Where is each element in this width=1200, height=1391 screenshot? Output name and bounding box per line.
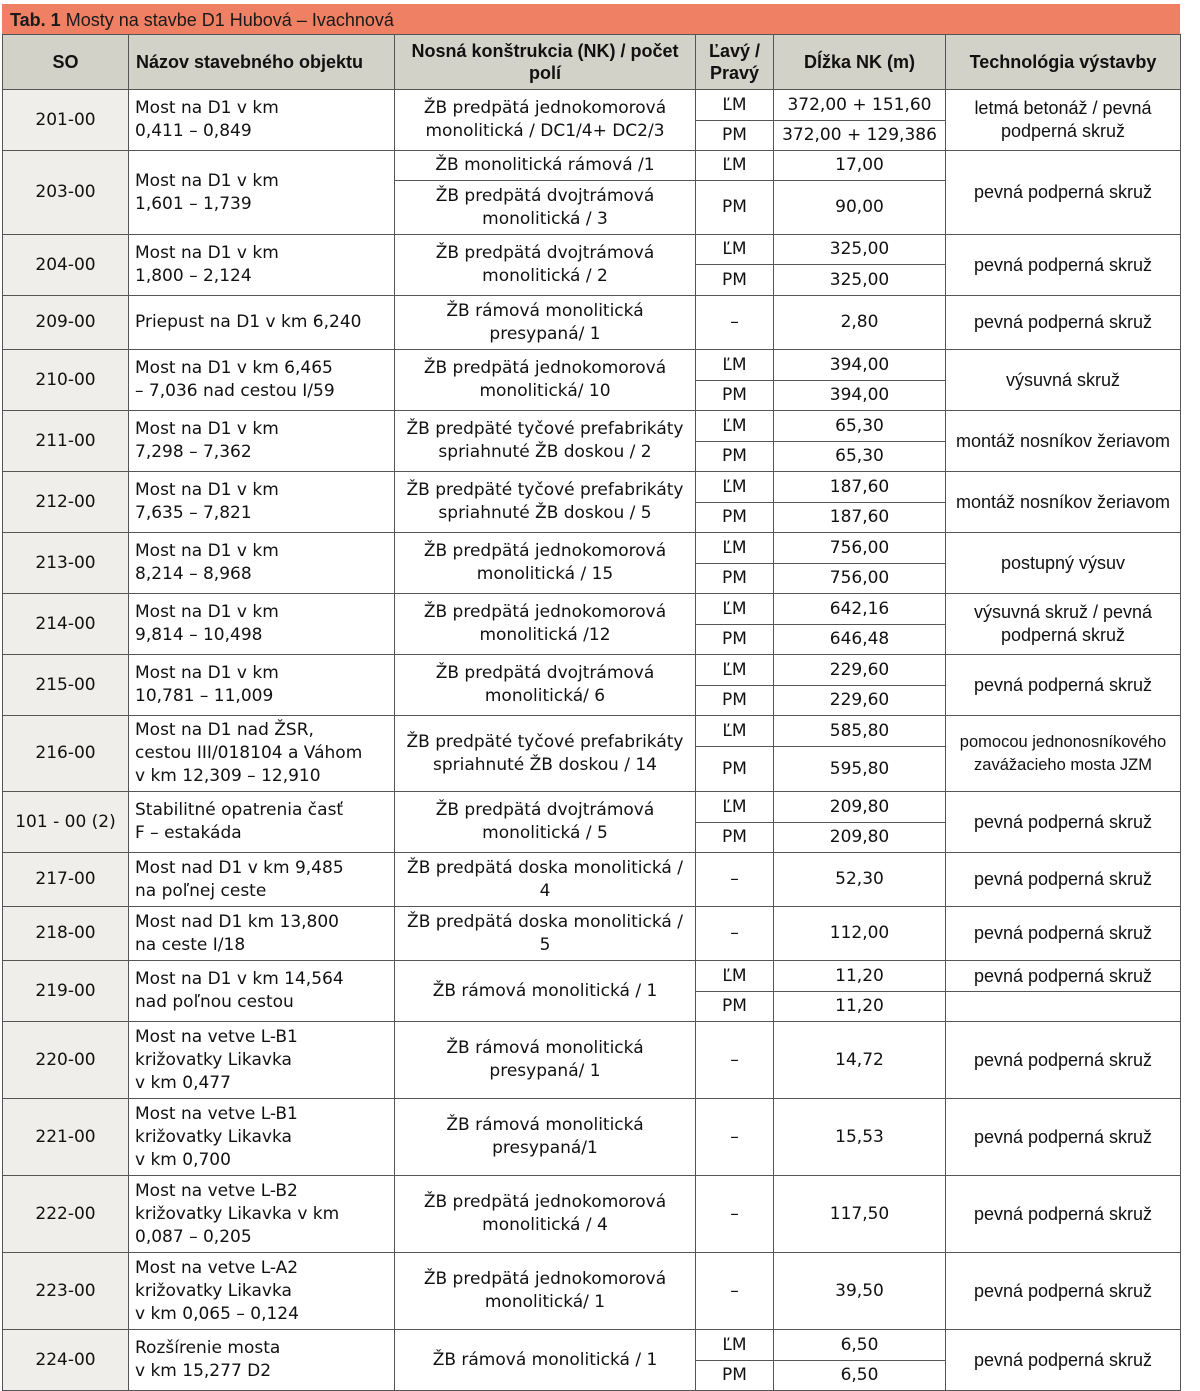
- side-cell: –: [696, 1022, 774, 1099]
- so-cell: 214-00: [3, 594, 129, 655]
- name-line: Most na D1 nad ŽSR,: [135, 720, 314, 740]
- name-line: Most na vetve L-A2: [135, 1257, 299, 1278]
- length-cell: 187,60: [774, 472, 946, 503]
- table-row: [3, 907, 1181, 961]
- table-row: [3, 792, 1181, 823]
- name-cell: [129, 792, 395, 853]
- structure-cell: ŽB predpäté tyčové prefabrikáty spriahnuté ŽB doskou / 5: [395, 472, 696, 533]
- length-cell: 646,48: [774, 625, 946, 655]
- name-cell: [129, 1253, 395, 1330]
- table-label: Tab. 1: [10, 10, 61, 30]
- technology-cell: montáž nosníkov žeriavom: [946, 472, 1181, 533]
- structure-cell: ŽB predpätá dvojtrámová monolitická / 3: [395, 181, 696, 235]
- technology-cell: pevná podperná skruž: [946, 792, 1181, 853]
- name-cell: [129, 594, 395, 655]
- length-cell: 325,00: [774, 235, 946, 265]
- name-line: 1,601 – 1,739: [135, 193, 252, 214]
- table-row: [3, 350, 1181, 381]
- technology-cell: postupný výsuv: [946, 533, 1181, 594]
- length-cell: 209,80: [774, 823, 946, 853]
- structure-cell: ŽB rámová monolitická / 1: [395, 1330, 696, 1391]
- side-cell: ĽM: [696, 411, 774, 442]
- structure-cell: ŽB monolitická rámová /1: [395, 151, 696, 181]
- structure-cell: ŽB rámová monolitická presypaná/1: [395, 1099, 696, 1176]
- so-cell: 218-00: [3, 907, 129, 961]
- table-row: [3, 90, 1181, 121]
- table-row: [3, 472, 1181, 503]
- name-cell: [129, 296, 395, 350]
- so-cell: 215-00: [3, 655, 129, 716]
- technology-cell: pevná podperná skruž: [946, 296, 1181, 350]
- name-line: v km 0,065 – 0,124: [135, 1303, 299, 1324]
- name-line: v km 15,277 D2: [135, 1361, 272, 1381]
- name-line: 10,781 – 11,009: [135, 686, 274, 706]
- side-cell: ĽM: [696, 472, 774, 503]
- name-line: Most nad D1 km 13,800: [135, 911, 339, 932]
- side-cell: ĽM: [696, 594, 774, 625]
- side-cell: –: [696, 296, 774, 350]
- side-cell: ĽM: [696, 655, 774, 686]
- structure-cell: ŽB predpätá jednokomorová monolitická / DC1/4+ DC2/3: [395, 90, 696, 151]
- name-line: 0,411 – 0,849: [135, 121, 252, 141]
- so-cell: 209-00: [3, 296, 129, 350]
- name-line: križovatky Likavka: [135, 1280, 292, 1301]
- name-cell: [129, 716, 395, 792]
- structure-cell: ŽB predpätá jednokomorová monolitická/ 1: [395, 1253, 696, 1330]
- name-cell: [129, 350, 395, 411]
- length-cell: 394,00: [774, 381, 946, 411]
- so-cell: 217-00: [3, 853, 129, 907]
- table-row: [3, 411, 1181, 442]
- name-line: 0,087 – 0,205: [135, 1226, 252, 1247]
- side-cell: PM: [696, 121, 774, 151]
- name-cell: [129, 411, 395, 472]
- name-line: F – estakáda: [135, 823, 242, 843]
- table-title: Mosty na stavbe D1 Hubová – Ivachnová: [65, 10, 394, 30]
- bridges-table: [2, 34, 1181, 1391]
- side-cell: PM: [696, 686, 774, 716]
- side-cell: –: [696, 907, 774, 961]
- name-line: Stabilitné opatrenia časť: [135, 800, 344, 820]
- so-cell: 224-00: [3, 1330, 129, 1391]
- name-line: Most na D1 v km: [135, 541, 279, 561]
- length-cell: 372,00 + 129,386: [774, 121, 946, 151]
- side-cell: –: [696, 1099, 774, 1176]
- side-cell: PM: [696, 442, 774, 472]
- name-line: v km 0,477: [135, 1072, 231, 1093]
- technology-cell: pevná podperná skruž: [946, 1176, 1181, 1253]
- structure-cell: ŽB predpätá dvojtrámová monolitická / 2: [395, 235, 696, 296]
- length-cell: 209,80: [774, 792, 946, 823]
- side-cell: ĽM: [696, 533, 774, 564]
- so-cell: 203-00: [3, 151, 129, 235]
- name-cell: [129, 235, 395, 296]
- name-line: Most na D1 v km: [135, 98, 279, 118]
- name-line: križovatky Likavka: [135, 1126, 292, 1147]
- structure-cell: ŽB predpätá jednokomorová monolitická/ 10: [395, 350, 696, 411]
- side-cell: PM: [696, 747, 774, 792]
- name-line: na ceste I/18: [135, 934, 246, 955]
- name-line: Priepust na D1 v km 6,240: [135, 312, 362, 332]
- length-cell: 6,50: [774, 1330, 946, 1361]
- length-cell: 325,00: [774, 265, 946, 296]
- length-cell: 17,00: [774, 151, 946, 181]
- technology-cell: výsuvná skruž / pevná podperná skruž: [946, 594, 1181, 655]
- length-cell: 595,80: [774, 747, 946, 792]
- technology-cell: montáž nosníkov žeriavom: [946, 411, 1181, 472]
- name-line: Most na D1 v km: [135, 663, 279, 683]
- technology-cell: pevná podperná skruž: [946, 1330, 1181, 1391]
- name-line: 9,814 – 10,498: [135, 625, 263, 645]
- structure-cell: ŽB predpäté tyčové prefabrikáty spriahnuté ŽB doskou / 14: [395, 716, 696, 792]
- name-line: 1,800 – 2,124: [135, 266, 252, 286]
- name-line: Most na D1 v km: [135, 170, 279, 191]
- side-cell: PM: [696, 503, 774, 533]
- so-cell: 219-00: [3, 961, 129, 1022]
- name-line: v km 12,309 – 12,910: [135, 766, 321, 786]
- side-cell: PM: [696, 181, 774, 235]
- so-cell: 223-00: [3, 1253, 129, 1330]
- technology-cell: pevná podperná skruž: [946, 235, 1181, 296]
- side-cell: PM: [696, 625, 774, 655]
- structure-cell: ŽB predpätá doska monolitická / 4: [395, 853, 696, 907]
- side-cell: ĽM: [696, 235, 774, 265]
- name-line: cestou III/018104 a Váhom: [135, 743, 363, 763]
- so-cell: 211-00: [3, 411, 129, 472]
- name-line: križovatky Likavka: [135, 1049, 292, 1070]
- length-cell: 11,20: [774, 992, 946, 1022]
- name-cell: [129, 1330, 395, 1391]
- side-cell: –: [696, 853, 774, 907]
- table-row: [3, 1330, 1181, 1361]
- side-cell: PM: [696, 381, 774, 411]
- length-cell: 642,16: [774, 594, 946, 625]
- table-row: [3, 1099, 1181, 1176]
- name-line: Most na D1 v km: [135, 419, 279, 439]
- table-row: [3, 961, 1181, 992]
- name-cell: [129, 151, 395, 235]
- length-cell: 39,50: [774, 1253, 946, 1330]
- technology-cell: pevná podperná skruž: [946, 961, 1181, 992]
- side-cell: PM: [696, 1361, 774, 1391]
- so-cell: 204-00: [3, 235, 129, 296]
- technology-cell: výsuvná skruž: [946, 350, 1181, 411]
- structure-cell: ŽB predpäté tyčové prefabrikáty spriahnuté ŽB doskou / 2: [395, 411, 696, 472]
- so-cell: 212-00: [3, 472, 129, 533]
- table-row: [3, 1176, 1181, 1253]
- structure-cell: ŽB predpätá jednokomorová monolitická /12: [395, 594, 696, 655]
- name-line: 8,214 – 8,968: [135, 564, 252, 584]
- name-line: Most na D1 v km: [135, 602, 279, 622]
- technology-cell: pevná podperná skruž: [946, 655, 1181, 716]
- length-cell: 229,60: [774, 655, 946, 686]
- technology-cell: pevná podperná skruž: [946, 151, 1181, 235]
- so-cell: 101 - 00 (2): [3, 792, 129, 853]
- side-cell: ĽM: [696, 716, 774, 747]
- name-line: – 7,036 nad cestou I/59: [135, 381, 335, 401]
- structure-cell: ŽB predpätá dvojtrámová monolitická/ 6: [395, 655, 696, 716]
- name-cell: [129, 533, 395, 594]
- so-cell: 222-00: [3, 1176, 129, 1253]
- col-header-so: SO: [3, 35, 129, 90]
- table-row: [3, 655, 1181, 686]
- structure-cell: ŽB predpätá jednokomorová monolitická / 15: [395, 533, 696, 594]
- technology-cell: pevná podperná skruž: [946, 1022, 1181, 1099]
- technology-cell: pevná podperná skruž: [946, 1099, 1181, 1176]
- length-cell: 756,00: [774, 533, 946, 564]
- length-cell: 2,80: [774, 296, 946, 350]
- length-cell: 112,00: [774, 907, 946, 961]
- table-row: [3, 1022, 1181, 1099]
- structure-cell: ŽB predpätá doska monolitická / 5: [395, 907, 696, 961]
- col-header-technology: Technológia výstavby: [946, 35, 1181, 90]
- length-cell: 394,00: [774, 350, 946, 381]
- side-cell: –: [696, 1176, 774, 1253]
- length-cell: 14,72: [774, 1022, 946, 1099]
- name-cell: [129, 907, 395, 961]
- so-cell: 201-00: [3, 90, 129, 151]
- side-cell: –: [696, 1253, 774, 1330]
- length-cell: 372,00 + 151,60: [774, 90, 946, 121]
- name-line: v km 0,700: [135, 1149, 231, 1170]
- length-cell: 15,53: [774, 1099, 946, 1176]
- structure-cell: ŽB rámová monolitická presypaná/ 1: [395, 296, 696, 350]
- side-cell: ĽM: [696, 961, 774, 992]
- structure-cell: ŽB predpätá dvojtrámová monolitická / 5: [395, 792, 696, 853]
- table-row: [3, 1253, 1181, 1330]
- length-cell: 187,60: [774, 503, 946, 533]
- name-line: Most nad D1 v km 9,485: [135, 857, 344, 878]
- col-header-side: Ľavý / Pravý: [696, 35, 774, 90]
- side-cell: PM: [696, 823, 774, 853]
- name-line: križovatky Likavka v km: [135, 1203, 340, 1224]
- table-row: [3, 235, 1181, 265]
- name-line: Most na D1 v km 14,564: [135, 969, 344, 989]
- name-line: Most na vetve L-B1: [135, 1103, 298, 1124]
- name-line: Most na D1 v km 6,465: [135, 358, 333, 378]
- side-cell: ĽM: [696, 1330, 774, 1361]
- so-cell: 221-00: [3, 1099, 129, 1176]
- name-line: nad poľnou cestou: [135, 992, 294, 1012]
- table-row: [3, 594, 1181, 625]
- structure-cell: ŽB rámová monolitická presypaná/ 1: [395, 1022, 696, 1099]
- col-header-name: Názov stavebného objektu: [129, 35, 395, 90]
- technology-cell: letmá betonáž / pevná podperná skruž: [946, 90, 1181, 151]
- so-cell: 220-00: [3, 1022, 129, 1099]
- length-cell: 117,50: [774, 1176, 946, 1253]
- structure-cell: ŽB rámová monolitická / 1: [395, 961, 696, 1022]
- name-cell: [129, 853, 395, 907]
- side-cell: PM: [696, 564, 774, 594]
- length-cell: 52,30: [774, 853, 946, 907]
- name-line: Most na vetve L-B2: [135, 1180, 298, 1201]
- side-cell: ĽM: [696, 792, 774, 823]
- technology-cell-empty: [946, 992, 1181, 1022]
- name-line: na poľnej ceste: [135, 880, 267, 901]
- name-line: Most na D1 v km: [135, 243, 279, 263]
- name-cell: [129, 655, 395, 716]
- side-cell: PM: [696, 265, 774, 296]
- structure-cell: ŽB predpätá jednokomorová monolitická / 4: [395, 1176, 696, 1253]
- name-line: 7,298 – 7,362: [135, 442, 252, 462]
- name-line: Most na vetve L-B1: [135, 1026, 298, 1047]
- header-row: [3, 35, 1181, 90]
- name-cell: [129, 90, 395, 151]
- length-cell: 65,30: [774, 442, 946, 472]
- name-line: 7,635 – 7,821: [135, 503, 252, 523]
- table-row: [3, 533, 1181, 564]
- length-cell: 6,50: [774, 1361, 946, 1391]
- name-cell: [129, 1022, 395, 1099]
- length-cell: 585,80: [774, 716, 946, 747]
- name-cell: [129, 472, 395, 533]
- side-cell: ĽM: [696, 151, 774, 181]
- table-caption: [2, 4, 1180, 34]
- so-cell: 213-00: [3, 533, 129, 594]
- col-header-length: Dĺžka NK (m): [774, 35, 946, 90]
- length-cell: 229,60: [774, 686, 946, 716]
- name-cell: [129, 961, 395, 1022]
- side-cell: ĽM: [696, 350, 774, 381]
- name-line: Most na D1 v km: [135, 480, 279, 500]
- length-cell: 90,00: [774, 181, 946, 235]
- col-header-structure: Nosná konštrukcia (NK) / počet polí: [395, 35, 696, 90]
- technology-cell: pevná podperná skruž: [946, 1253, 1181, 1330]
- name-cell: [129, 1099, 395, 1176]
- length-cell: 11,20: [774, 961, 946, 992]
- side-cell: ĽM: [696, 90, 774, 121]
- technology-cell: pomocou jednonosníkového zavážacieho mosta JZM: [946, 716, 1181, 792]
- so-cell: 216-00: [3, 716, 129, 792]
- technology-cell: pevná podperná skruž: [946, 907, 1181, 961]
- length-cell: 65,30: [774, 411, 946, 442]
- name-cell: [129, 1176, 395, 1253]
- table-row: [3, 151, 1181, 181]
- length-cell: 756,00: [774, 564, 946, 594]
- technology-cell: pevná podperná skruž: [946, 853, 1181, 907]
- name-line: Rozšírenie mosta: [135, 1338, 281, 1358]
- table-row: [3, 853, 1181, 907]
- side-cell: PM: [696, 992, 774, 1022]
- so-cell: 210-00: [3, 350, 129, 411]
- table-row: [3, 296, 1181, 350]
- table-row: [3, 716, 1181, 747]
